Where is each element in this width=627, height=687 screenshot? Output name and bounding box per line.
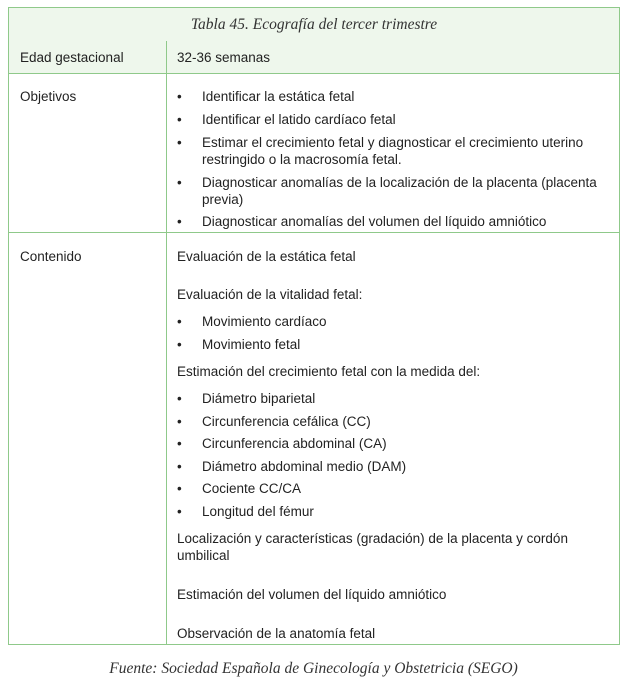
row-value: 32-36 semanas: [177, 50, 271, 65]
list-item-text: Identificar el latido cardíaco fetal: [202, 112, 396, 127]
list-item-text: Diámetro abdominal medio (DAM): [202, 459, 407, 474]
row-label: Edad gestacional: [20, 50, 124, 65]
bullet: •: [177, 414, 182, 429]
table-title: Tabla 45. Ecografía del tercer trimestre: [9, 8, 619, 42]
list-item-text: Identificar la estática fetal: [202, 89, 355, 104]
paragraph: Evaluación de la estática fetal: [177, 249, 356, 264]
list-item-text: Diagnosticar anomalías de la localización de la placenta (placenta previa): [202, 175, 597, 207]
row-label-cell: [9, 74, 167, 232]
row-contenido: [9, 233, 619, 645]
list-item-text: Circunferencia abdominal (CA): [202, 436, 387, 451]
row-label: Objetivos: [20, 89, 77, 104]
paragraph: Localización y características (gradación) de la placenta y cordón umbilical: [177, 531, 568, 563]
list-item-text: Diámetro biparietal: [202, 391, 316, 406]
bullet: •: [177, 314, 182, 329]
row-value-cell: [167, 74, 619, 232]
row-edad-gestacional: [9, 41, 619, 74]
list-item-text: Movimiento cardíaco: [202, 314, 327, 329]
row-label-cell: [9, 41, 167, 73]
bullet: •: [177, 481, 182, 496]
paragraph: Evaluación de la vitalidad fetal:: [177, 287, 363, 302]
row-label: Contenido: [20, 249, 82, 264]
list-item-text: Cociente CC/CA: [202, 481, 302, 496]
list-item-text: Estimar el crecimiento fetal y diagnosticar el crecimiento uterino restringido o la macrosomía fetal.: [202, 135, 584, 167]
list-item-text: Diagnosticar anomalías del volumen del líquido amniótico: [202, 214, 547, 229]
bullet: •: [177, 135, 182, 150]
list-item-text: Movimiento fetal: [202, 337, 301, 352]
bullet: •: [177, 504, 182, 519]
bullet: •: [177, 214, 182, 229]
row-value-cell: [167, 41, 619, 73]
row-value-cell: [167, 233, 619, 645]
bullet: •: [177, 337, 182, 352]
bullet: •: [177, 175, 182, 190]
row-label-cell: [9, 233, 167, 645]
bullet: •: [177, 459, 182, 474]
row-objetivos: [9, 74, 619, 233]
bullet: •: [177, 112, 182, 127]
table-source: Fuente: Sociedad Española de Ginecología y Obstetricia (SEGO): [109, 660, 518, 677]
paragraph: Observación de la anatomía fetal: [177, 626, 376, 641]
bullet: •: [177, 391, 182, 406]
ultrasound-table: [8, 7, 620, 645]
bullet: •: [177, 89, 182, 104]
paragraph: Estimación del volumen del líquido amniótico: [177, 587, 447, 602]
paragraph: Estimación del crecimiento fetal con la medida del:: [177, 364, 481, 379]
list-item-text: Circunferencia cefálica (CC): [202, 414, 371, 429]
bullet: •: [177, 436, 182, 451]
list-item-text: Longitud del fémur: [202, 504, 314, 519]
